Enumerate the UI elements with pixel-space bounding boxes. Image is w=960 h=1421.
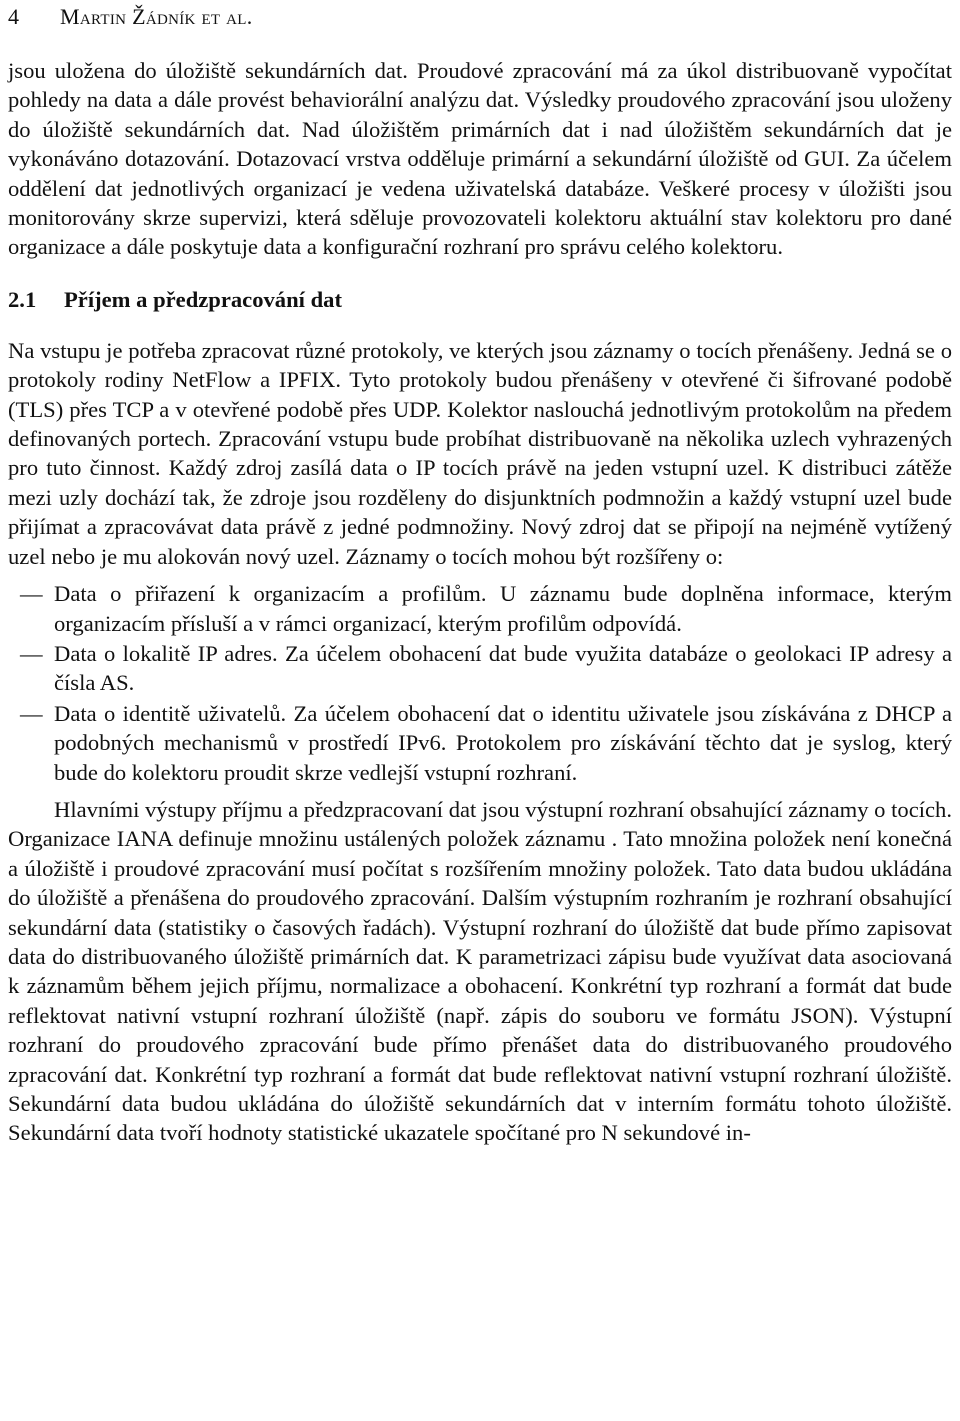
list-item-text: Data o identitě uživatelů. Za účelem obohacení dat o identitu uživatele jsou získávána z DHCP a podobných mechanismů v prostředí IPv6. Protokolem pro získávání těchto dat je syslog, který bude do kolektoru proudit skrze vedlejší vstupní rozhraní.: [54, 700, 952, 785]
section-heading: [8, 285, 952, 315]
page-number: 4: [8, 4, 19, 29]
section-title: Příjem a předzpracování dat: [64, 286, 342, 312]
list-item-text: Data o přiřazení k organizacím a profilům. U záznamu bude doplněna informace, kterým organizacím přísluší a v rámci organizací, kterým profilům odpovídá.: [54, 581, 952, 636]
section-number: 2.1: [8, 286, 37, 312]
list-item-text: Data o lokalitě IP adres. Za účelem obohacení dat bude využita databáze o geolokaci IP adresy a čísla AS.: [54, 640, 952, 696]
running-header-authors: Martin Žádník et al.: [60, 4, 253, 29]
enrichment-list: [8, 579, 952, 787]
running-header: [8, 2, 253, 32]
dash-bullet: —: [20, 640, 43, 666]
paragraph-architecture-summary: jsou uložena do úložiště sekundárních dat. Proudové zpracování má za úkol distribuovaně vypočítat pohledy na data a dále provést behaviorální analýzu dat. Výsledky proudového zpracování jsou uloženy do úložiště sekundárních dat. Nad úložištěm primárních dat i nad úložištěm sekundárních dat je vykonáváno dotazování. Dotazovací vrstva odděluje primární a sekundární úložiště od GUI. Za účelem oddělení dat jednotlivých organizací je vedena uživatelská databáze. Veškeré procesy v úložišti jsou monitorovány skrze supervizi, která sděluje provozovateli kolektoru aktuální stav kolektoru pro dané organizace a dále poskytuje data a konfigurační rozhraní pro správu celého kolektoru.: [8, 58, 952, 260]
list-item: [8, 639, 952, 698]
list-item: [8, 699, 952, 787]
body-text: [8, 56, 952, 1148]
paragraph-input-processing: Na vstupu je potřeba zpracovat různé protokoly, ve kterých jsou záznamy o tocích přenášeny. Jedná se o protokoly rodiny NetFlow a IPFIX. Tyto protokoly budou přenášeny v otevřené či šifrované podobě (TLS) přes TCP a v otevřené podobě přes UDP. Kolektor naslouchá jednotlivým protokolům na předem definovaných portech. Zpracování vstupu bude probíhat distribuovaně na několika uzlech vyhrazených pro tuto činnost. Každý zdroj zasílá data o IP tocích právě na jeden vstupní uzel. K distribuci zátěže mezi uzly dochází tak, že zdroje jsou rozděleny do disjunktních podmnožin a každý vstupní uzel bude přijímat a zpracovávat data právě z jedné podmnožiny. Nový zdroj dat se připojí na nejméně vytížený uzel nebo je mu alokován nový uzel. Záznamy o tocích mohou být rozšířeny o:: [8, 337, 952, 569]
paragraph-outputs: Hlavními výstupy příjmu a předzpracovaní dat jsou výstupní rozhraní obsahující záznamy o tocích. Organizace IANA definuje množinu ustálených položek záznamu . Tato množina položek není konečná a úložiště i proudové zpracování musí počítat s rozšířením množiny položek. Tato data budou ukládána do úložiště a přenášena do proudového zpracování. Dalším výstupním rozhraním je rozhraní obsahující sekundární data (statistiky o časových řadách). Výstupní rozhraní do úložiště dat bude přímo zapisovat data do distribuovaného úložiště primárních dat. K parametrizaci zápisu bude využívat data asociovaná k záznamům během jejich příjmu, normalizace a obohacení. Konkrétní typ rozhraní a formát dat bude reflektovat nativní vstupní rozhraní úložiště (např. zápis do souboru ve formátu JSON). Výstupní rozhraní do proudového zpracování bude přímo přenášet data do distribuovaného proudového zpracování dat. Konkrétní typ rozhraní a formát dat bude reflektovat nativní vstupní rozhraní úložiště. Sekundární data budou ukládána do úložiště sekundárních dat v interním formátu tohoto úložiště. Sekundární data tvoří hodnoty statistické ukazatele spočítané pro N sekundové in-: [8, 796, 952, 1146]
dash-bullet: —: [20, 581, 43, 607]
dash-bullet: —: [20, 700, 43, 726]
list-item: [8, 579, 952, 638]
